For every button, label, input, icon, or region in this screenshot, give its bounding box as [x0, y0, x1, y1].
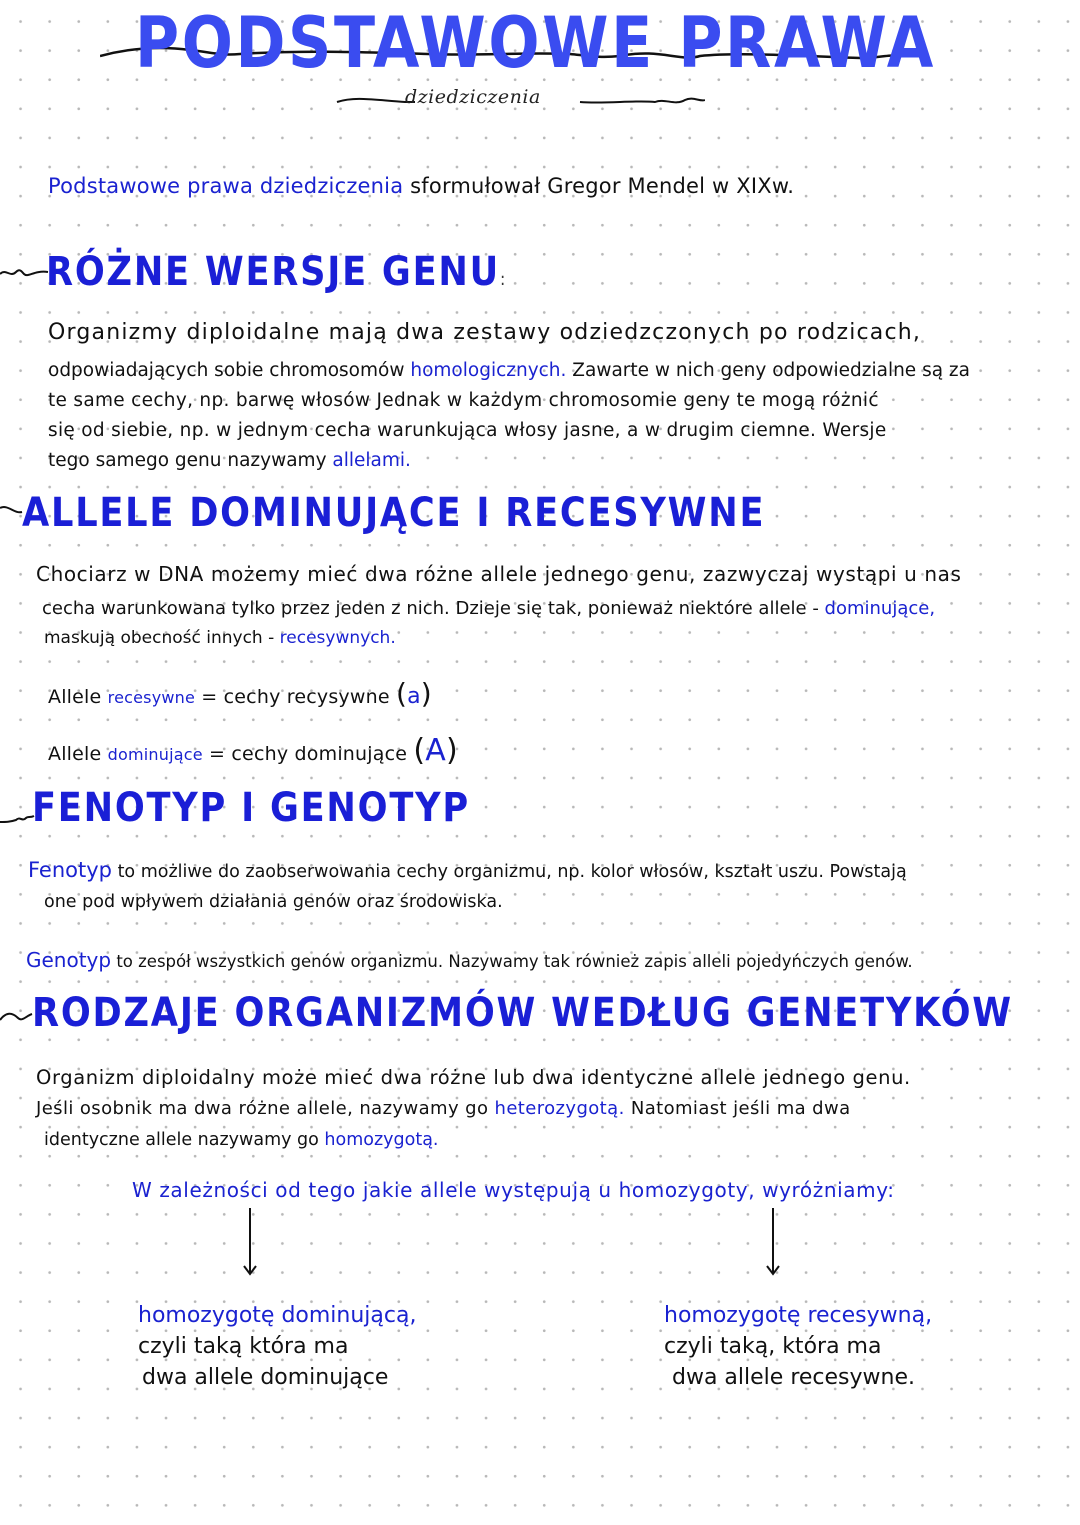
paragraph-line: odpowiadających sobie chromosomów homologicznych. Zawarte w nich geny odpowiedzialne są za — [48, 360, 970, 381]
arrow-down-icon — [763, 1208, 783, 1278]
paragraph-line: Jeśli osobnik ma dwa różne allele, nazywamy go heterozygotą. Natomiast jeśli ma dwa — [36, 1098, 851, 1119]
section-heading-rodzaje-organizmow: RODZAJE ORGANIZMÓW WEDŁUG GENETYKÓW — [32, 990, 1013, 1036]
rule-dominant: Allele dominujące = cechy dominujące (A) — [48, 733, 458, 768]
paragraph-line: Genotyp to zespół wszystkich genów organizmu. Nazywamy tak również zapis alleli pojedyńczych genów. — [26, 948, 913, 972]
heading-squiggle-icon — [0, 262, 50, 282]
paragraph-line: Organizmy diploidalne mają dwa zestawy odziedzczonych po rodzicach, — [48, 320, 922, 345]
page-title: PODSTAWOWE PRAWA — [135, 2, 936, 84]
paragraph-line: Fenotyp to możliwe do zaobserwowania cechy organizmu, np. kolor włosów, kształt uszu. Powstają — [28, 858, 907, 882]
section-heading-allele: ALLELE DOMINUJĄCE I RECESYWNE — [22, 490, 766, 536]
section-heading-rozne-wersje-genu: RÓŻNE WERSJE GENU: — [46, 249, 508, 295]
page-subtitle: dziedziczenia — [405, 86, 541, 108]
paragraph-line: Chociarz w DNA możemy mieć dwa różne allele jednego genu, zazwyczaj wystąpi u nas — [36, 562, 962, 586]
paragraph-line: Organizm diploidalny może mieć dwa różne lub dwa identyczne allele jednego genu. — [36, 1066, 911, 1089]
paragraph-line: te same cechy, np. barwę włosów Jednak w każdym chromosomie geny te mogą różnić — [48, 390, 879, 411]
paragraph-line: cecha warunkowana tylko przez jeden z nich. Dzieje się tak, ponieważ niektóre allele - dominujące, — [42, 598, 936, 619]
branch-recessive-homozygote: homozygotę recesywną, czyli taką, która ma dwa allele recesywne. — [664, 1303, 933, 1390]
branch-dominant-homozygote: homozygotę dominującą, czyli taką która ma dwa allele dominujące — [138, 1303, 417, 1390]
intro-line — [48, 176, 794, 197]
homozygote-lead: W zależności od tego jakie allele występują u homozygoty, wyróżniamy: — [132, 1178, 895, 1202]
paragraph-line: one pod wpływem działania genów oraz środowiska. — [44, 892, 503, 912]
paragraph-line: tego samego genu nazywamy allelami. — [48, 450, 411, 471]
paragraph-line: maskują obecność innych - recesywnych. — [44, 628, 396, 648]
paragraph-line: identyczne allele nazywamy go homozygotą. — [44, 1130, 439, 1150]
rule-recessive: Allele recesywne = cechy recysywne (a) — [48, 677, 432, 710]
paragraph-line: się od siebie, np. w jednym cecha warunkująca włosy jasne, a w drugim ciemne. Wersje — [48, 420, 887, 441]
intro-text: sformułował Gregor Mendel w XIXw. — [403, 174, 795, 198]
arrow-down-icon — [240, 1208, 260, 1278]
intro-highlight: Podstawowe prawa dziedziczenia — [48, 174, 404, 198]
section-heading-fenotyp-genotyp: FENOTYP I GENOTYP — [32, 785, 470, 831]
